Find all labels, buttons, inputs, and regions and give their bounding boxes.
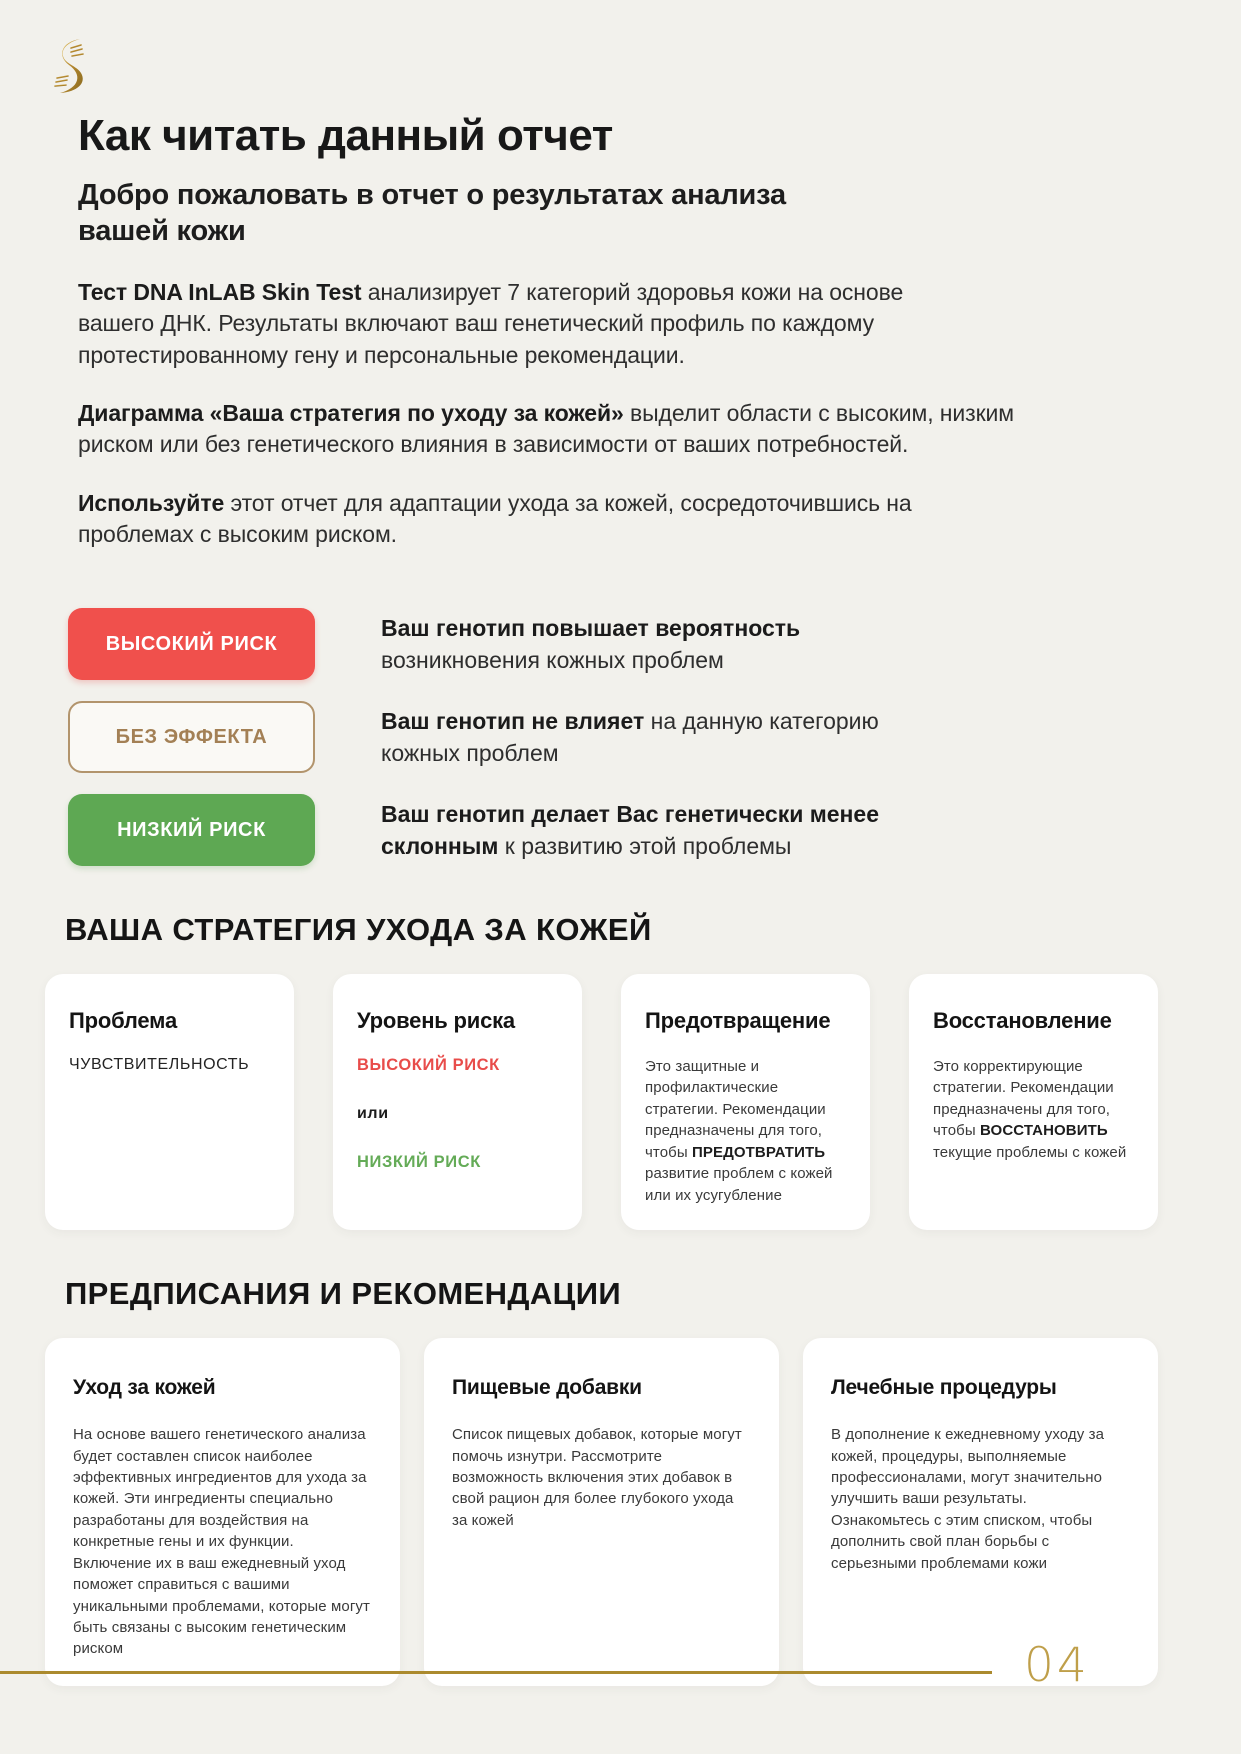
body-bold: ПРЕДОТВРАТИТЬ	[692, 1143, 826, 1161]
recommendation-card-treatments	[803, 1338, 1158, 1686]
body-bold: ВОССТАНОВИТЬ	[980, 1122, 1108, 1140]
strategy-card-risk-level	[333, 974, 582, 1230]
legend-row-no-effect	[68, 701, 1158, 773]
card-heading: Восстановление	[933, 1008, 1112, 1034]
no-effect-badge: БЕЗ ЭФФЕКТА	[68, 701, 315, 773]
risk-legend	[68, 608, 1158, 866]
paragraph-text: этот отчет для адаптации ухода за кожей, сосредоточившись на проблемах с высоким риском.	[78, 489, 912, 547]
card-body	[645, 1056, 848, 1206]
description-text: возникновения кожных проблем	[381, 647, 724, 674]
paragraph-text: анализирует 7 категорий здоровья кожи на основе вашего ДНК. Результаты включают ваш генетический профиль по каждому протестированному гену и персональные рекомендации.	[78, 279, 904, 368]
description-text: к развитию этой проблемы	[498, 833, 792, 860]
low-risk-label: НИЗКИЙ РИСК	[357, 1153, 481, 1172]
page-subtitle: Добро пожаловать в отчет о результатах анализа вашей кожи	[78, 179, 786, 248]
high-risk-description	[381, 608, 901, 676]
strategy-section-title: ВАША СТРАТЕГИЯ УХОДА ЗА КОЖЕЙ	[65, 912, 652, 948]
footer-divider-line	[0, 1671, 992, 1674]
strategy-card-restoration	[909, 974, 1158, 1230]
body-text: текущие проблемы с кожей	[933, 1143, 1127, 1161]
paragraph-lead-bold: Тест DNA InLAB Skin Test	[78, 279, 362, 306]
card-heading: Лечебные процедуры	[831, 1376, 1057, 1400]
dna-logo-icon	[47, 36, 93, 96]
recommendations-section-title: ПРЕДПИСАНИЯ И РЕКОМЕНДАЦИИ	[65, 1276, 622, 1312]
card-heading: Уход за кожей	[73, 1376, 216, 1400]
strategy-cards-row	[45, 974, 1158, 1230]
recommendation-card-skincare	[45, 1338, 400, 1686]
card-heading: Уровень риска	[357, 1008, 515, 1034]
legend-row-low-risk	[68, 794, 1158, 866]
paragraph-text: выделит области с высоким, низким риском или без генетического влияния в зависимости от ваших потребностей.	[78, 399, 1015, 458]
recommendations-cards-row	[45, 1338, 1158, 1686]
body-text: Это корректирующие стратегии. Рекомендации предназначены для того, чтобы	[933, 1058, 1114, 1140]
paragraph-lead-bold: Диаграмма «Ваша стратегия по уходу за кожей»	[78, 399, 624, 426]
card-body: Список пищевых добавок, которые могут помочь изнутри. Рассмотрите возможность включения этих добавок в свой рацион для более глубокого ухода за кожей	[452, 1426, 742, 1529]
page-title: Как читать данный отчет	[78, 111, 613, 160]
description-text: на данную категорию кожных проблем	[381, 708, 879, 767]
description-bold: Ваш генотип делает Вас генетически менее склонным	[381, 801, 880, 860]
card-heading: Проблема	[69, 1008, 177, 1034]
high-risk-badge: ВЫСОКИЙ РИСК	[68, 608, 315, 680]
intro-paragraph	[78, 398, 1063, 461]
high-risk-label: ВЫСОКИЙ РИСК	[357, 1056, 500, 1075]
card-heading: Пищевые добавки	[452, 1376, 642, 1400]
description-bold: Ваш генотип повышает вероятность	[381, 615, 801, 642]
page-number: 04	[1024, 1638, 1090, 1693]
intro-paragraph	[78, 277, 948, 371]
card-body	[933, 1056, 1136, 1163]
no-effect-description	[381, 701, 901, 769]
body-text: Это защитные и профилактические стратегии. Рекомендации предназначены для того, чтобы	[645, 1058, 826, 1161]
low-risk-description	[381, 794, 901, 862]
recommendation-card-supplements	[424, 1338, 779, 1686]
card-body: В дополнение к ежедневному уходу за кожей, процедуры, выполняемые профессионалами, могут значительно улучшить ваши результаты. Ознакомьтесь с этим списком, чтобы дополнить свой план борьбы с серьезными проблемами кожи	[831, 1426, 1105, 1572]
intro-paragraph	[78, 488, 1008, 551]
description-bold: Ваш генотип не влияет	[381, 708, 645, 735]
card-heading: Предотвращение	[645, 1008, 831, 1034]
card-body: На основе вашего генетического анализа будет составлен список наиболее эффективных ингредиентов для ухода за кожей. Эти ингредиенты специально разработаны для воздействия на конкретные гены и их функции. Включение их в ваш ежедневный уход поможет справиться с вашими уникальными проблемами, которые могут быть связаны с высоким генетическим риском	[73, 1426, 371, 1658]
strategy-card-prevention	[621, 974, 870, 1230]
body-text: развитие проблем с кожей или их усугубление	[645, 1165, 833, 1204]
or-label: или	[357, 1105, 389, 1123]
low-risk-badge: НИЗКИЙ РИСК	[68, 794, 315, 866]
paragraph-lead-bold: Используйте	[78, 489, 225, 516]
legend-row-high-risk	[68, 608, 1158, 680]
strategy-card-problem	[45, 974, 294, 1230]
problem-value: ЧУВСТВИТЕЛЬНОСТЬ	[69, 1056, 250, 1074]
